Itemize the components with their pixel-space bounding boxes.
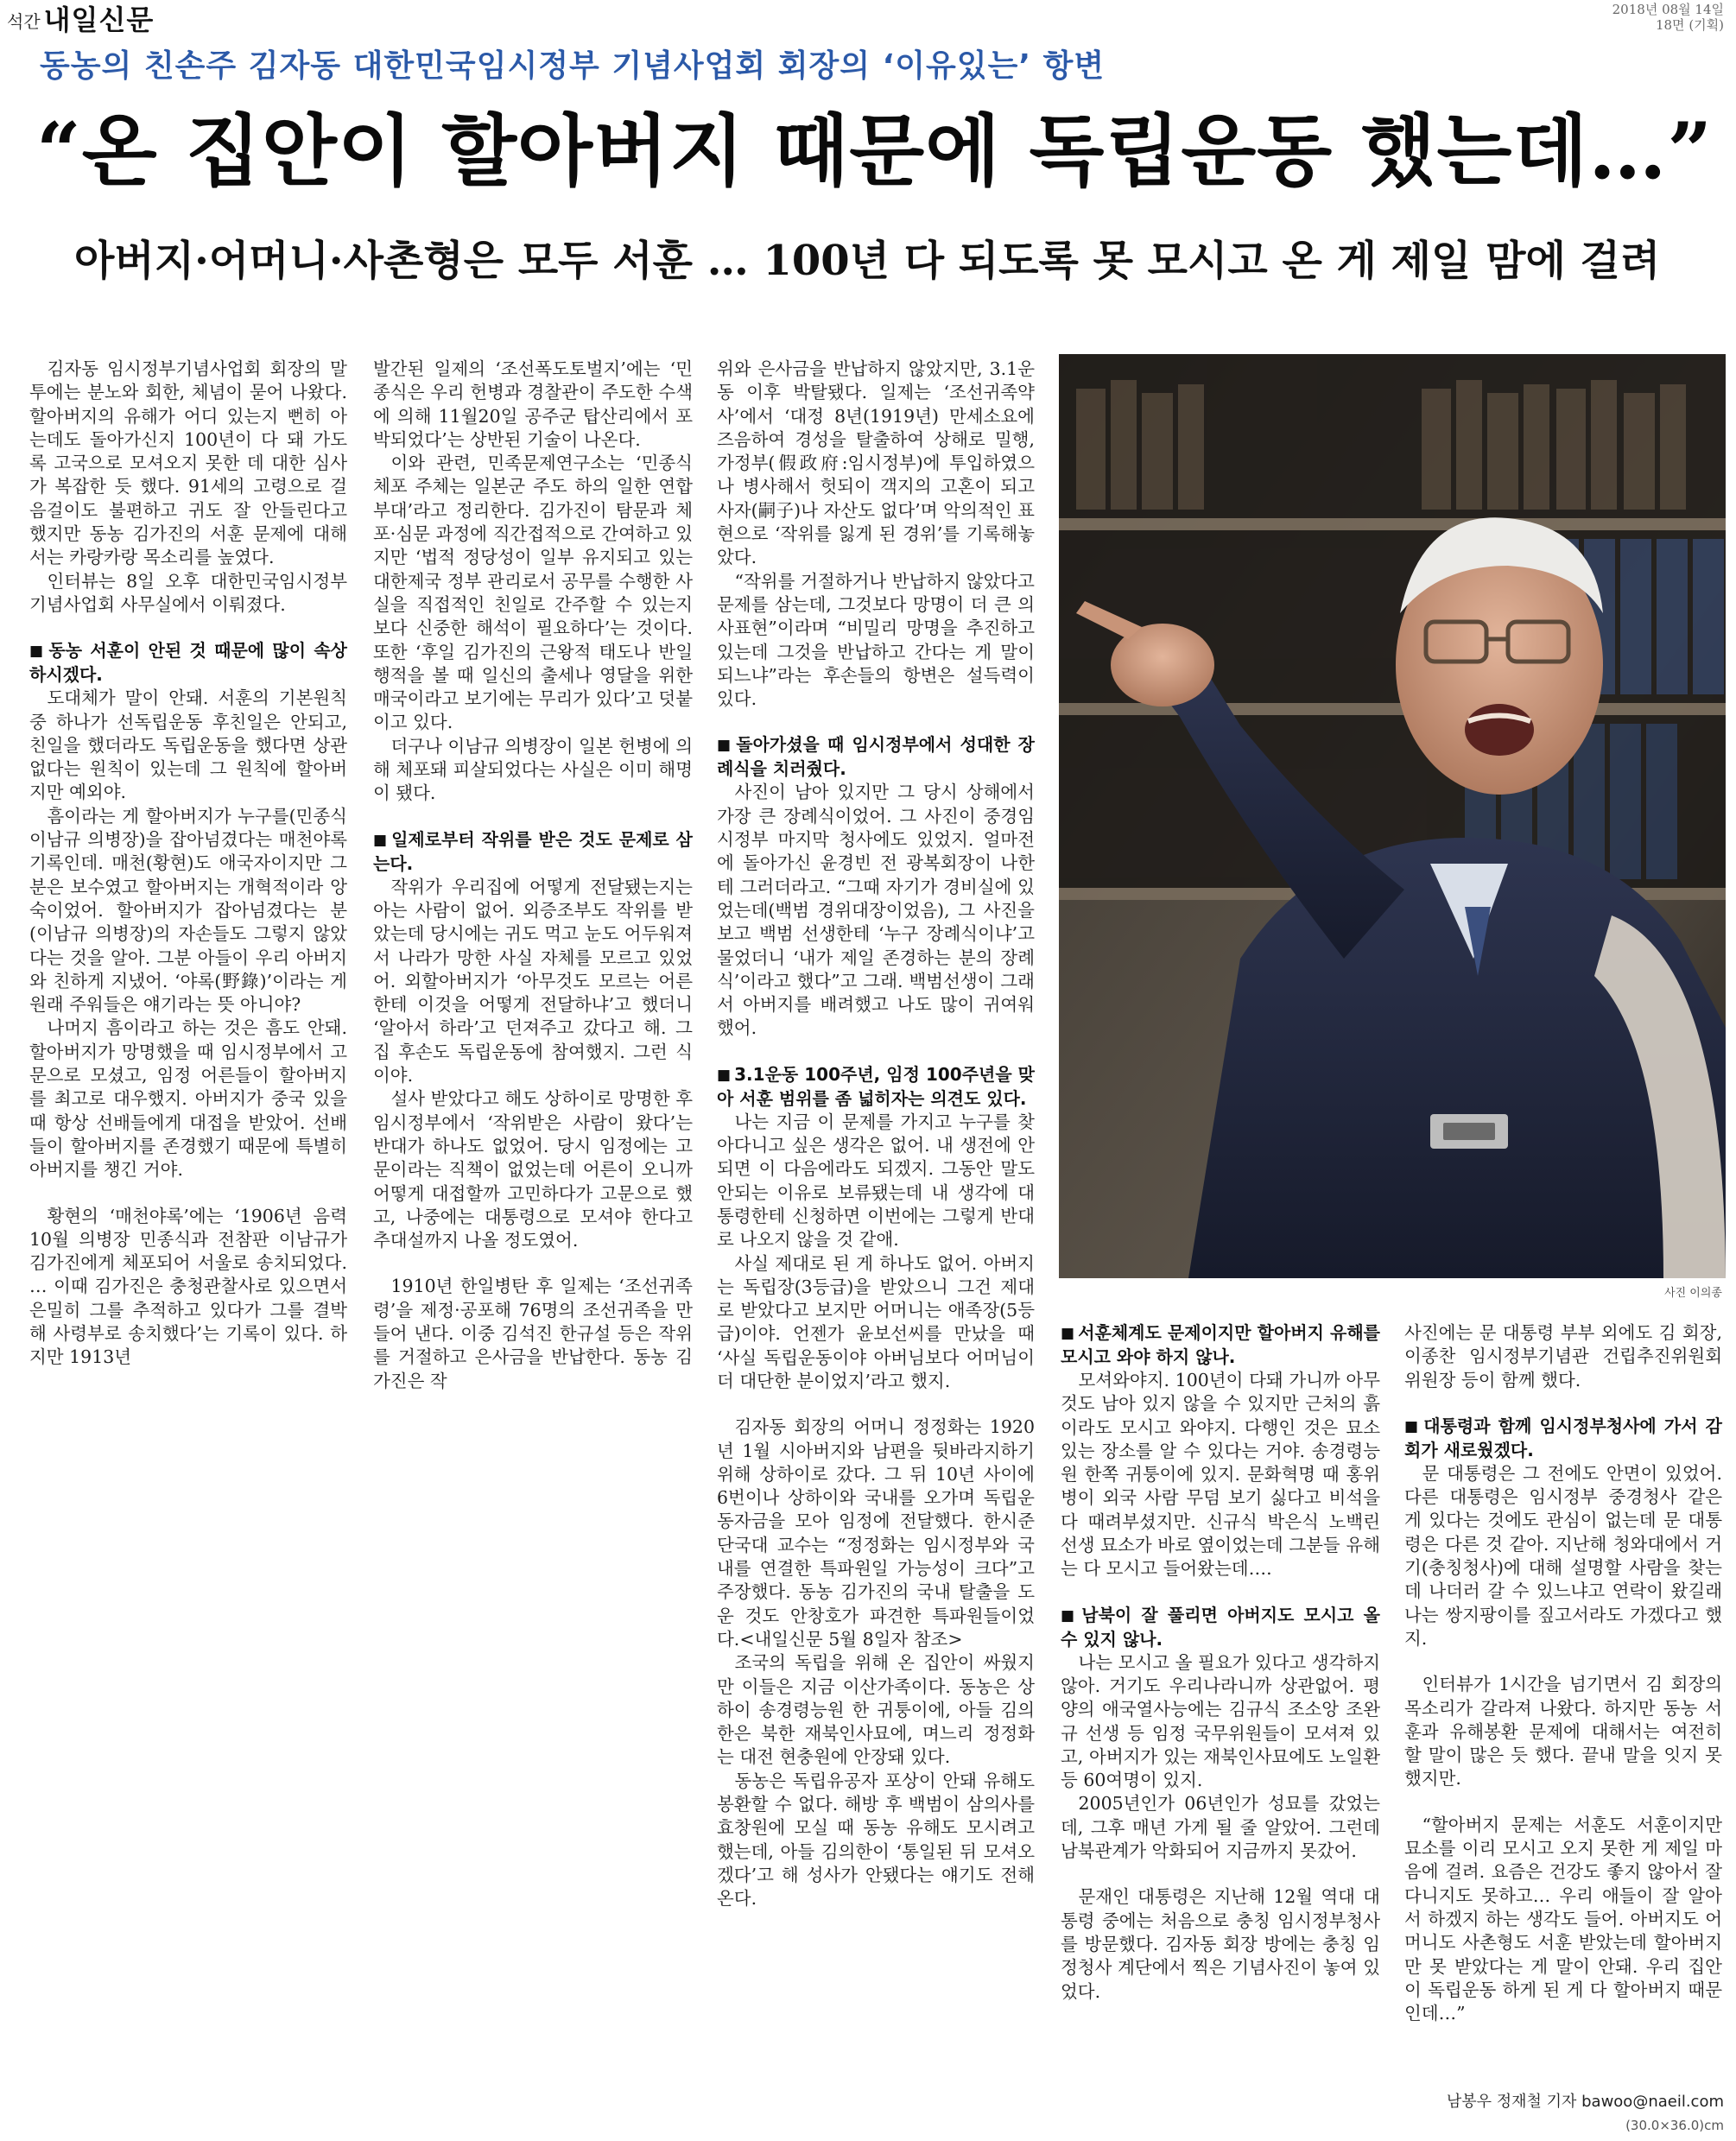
question-heading <box>1061 1321 1380 1369</box>
body-paragraph: 사실 제대로 된 게 하나도 없어. 아버지는 독립장(3등급)을 받았으니 그건 제대로 받았다고 보지만 어머니는 애족장(5등급)이야. 언젠가 윤보선씨를 만났을 때 ‘사실 독립운동이야 아버님보다 어머님이 더 대단한 분이었지’라고 했지. <box>717 1252 1035 1391</box>
page-number: 18면 (기획) <box>1655 17 1724 33</box>
question-text: 3.1운동 100주년, 임정 100주년을 맞아 서훈 범위를 좀 넓히자는 의견도 있다. <box>717 1063 1036 1109</box>
body-paragraph: 나는 모시고 올 필요가 있다고 생각하지 않아. 거기도 우리나라니까 상관없어. 평양의 애국열사능에는 김규식 조소앙 조완규 선생 등 임정 국무위원들이 모셔져 있고, 아버지가 있는 재북인사묘에도 노일환 등 60여명이 있지. <box>1061 1651 1380 1791</box>
question-text: 서훈체계도 문제이지만 할아버지 유해를 모시고 와야 하지 않나. <box>1061 1322 1380 1367</box>
question-text: 동농 서훈이 안된 것 때문에 많이 속상하시겠다. <box>29 640 348 686</box>
square-bullet-icon: ■ <box>1061 1325 1075 1342</box>
body-paragraph: 설사 받았다고 해도 상하이로 망명한 후 임시정부에서 ‘작위받은 사람이 왔다’는 반대가 하나도 없었어. 당시 임정에는 고문이라는 직책이 없었는데 어른이 오니까 어떻게 대접할까 고민하다가 고문으로 했고, 나중에는 대통령으로 모셔야 한다고 추대설까지 나올 정도였어. <box>373 1088 693 1251</box>
article-column-2 <box>373 358 693 1393</box>
body-paragraph: 더구나 이남규 의병장이 일본 헌병에 의해 체포돼 피살되었다는 사실은 이미 해명이 됐다. <box>373 735 693 804</box>
body-paragraph: 동농은 독립유공자 포상이 안돼 유해도 봉환할 수 없다. 해방 후 백범이 삼의사를 효창원에 모실 때 동농 유해도 모시려고 했는데, 아들 김의한이 ‘통일된 뒤 모셔오겠다’고 해 성사가 안됐다는 얘기도 전해온다. <box>717 1770 1035 1910</box>
question-text: 남북이 잘 풀리면 아버지도 모시고 올 수 있지 않나. <box>1061 1604 1380 1650</box>
photo-caption: 사진 이의종 <box>1664 1287 1722 1300</box>
kicker-headline: 동농의 친손주 김자동 대한민국임시정부 기념사업회 회장의 ‘이유있는’ 항변 <box>40 48 1106 84</box>
square-bullet-icon: ■ <box>717 1066 732 1084</box>
sub-headline: 아버지·어머니·사촌형은 모두 서훈 … 100년 다 되도록 못 모시고 온 게 제일 맘에 걸려 <box>74 237 1661 285</box>
body-paragraph: 발간된 일제의 ‘조선폭도토벌지’에는 ‘민종식은 우리 헌병과 경찰관이 주도한 수색에 의해 11월20일 공주군 탑산리에서 포박되었다’는 상반된 기술이 나온다. <box>373 358 693 450</box>
body-paragraph: 사진에는 문 대통령 부부 외에도 김 회장, 이종찬 임시정부기념관 건립추진위원회 위원장 등이 함께 했다. <box>1404 1322 1722 1390</box>
body-paragraph: 도대체가 말이 안돼. 서훈의 기본원칙 중 하나가 선독립운동 후친일은 안되고, 친일을 했더라도 독립운동을 했다면 상관없다는 원칙이 있는데 그 원칙에 할아버지만 예외야. <box>29 687 347 803</box>
question-heading <box>1404 1415 1722 1462</box>
size-note: (30.0×36.0)cm <box>1625 2118 1724 2133</box>
body-paragraph: 인터뷰가 1시간을 넘기면서 김 회장의 목소리가 갈라져 나왔다. 하지만 동농 서훈과 유해봉환 문제에 대해서는 여전히 할 말이 많은 듯 했다. 끝내 말을 잇지 못했지만. <box>1404 1674 1722 1789</box>
body-paragraph: 김자동 임시정부기념사업회 회장의 말투에는 분노와 회한, 체념이 묻어 나왔다. 할아버지의 유해가 어디 있는지 뻔히 아는데도 돌아가신지 100년이 다 돼 가도록 고국으로 모셔오지 못한 데 대한 심사가 복잡한 듯 했다. 91세의 고령으로 걸음걸이도 불편하고 귀도 잘 안들린다고 했지만 동농 김가진의 서훈 문제에 대해서는 카랑카랑 목소리를 높였다. <box>29 358 347 568</box>
body-paragraph: 흠이라는 게 할아버지가 누구를(민종식 이남규 의병장)을 잡아넘겼다는 매천야록 기록인데. 매천(황현)도 애국자이지만 그분은 보수였고 할아버지는 개혁적이라 앙숙이었어. 할아버지가 잡아넘겼다는 분(이남규 의병장)의 자손들도 그렇지 않았다는 것을 알아. 그분 아들이 우리 아버지와 친하게 지냈어. ‘야록(野錄)’이라는 게 원래 주워들은 얘기라는 뜻 아니야? <box>29 805 347 1016</box>
dateline <box>1612 2 1724 33</box>
body-paragraph: 모셔와야지. 100년이 다돼 가니까 아무것도 남아 있지 않을 수 있지만 근처의 흙이라도 모시고 와야지. 다행인 것은 묘소 있는 장소를 알 수 있다는 거야. 송경령능원 한쪽 귀퉁이에 있지. 문화혁명 때 홍위병이 외국 사람 무덤 보기 싫다고 비석을 다 때려부셨지만. 신규식 박은식 노백린 선생 묘소가 바로 옆이었는데 그분들 유해는 다 모시고 들어왔는데…. <box>1061 1370 1380 1580</box>
body-paragraph: 문 대통령은 그 전에도 안면이 있었어. 다른 대통령은 임시정부 중경청사 같은 게 있다는 것에도 관심이 없는데 문 대통령은 다른 것 같아. 지난해 청와대에서 거기(충칭청사)에 대해 설명할 사람을 찾는데 나더러 갈 수 있느냐고 연락이 왔길래 나는 쌍지팡이를 짚고서라도 가겠다고 했지. <box>1404 1462 1722 1649</box>
article-column-1 <box>29 358 347 1370</box>
body-paragraph: 나는 지금 이 문제를 가지고 누구를 찾아다니고 싶은 생각은 없어. 내 생전에 안되면 이 다음에라도 되겠지. 그동안 말도 안되는 이유로 보류됐는데 내 생각에 대통령한테 신청하면 이번에는 그렇게 반대로 나오지 않을 것 같애. <box>717 1111 1035 1251</box>
body-paragraph: 2005년인가 06년인가 성묘를 갔었는데, 그후 매년 가게 될 줄 알았어. 그런데 남북관계가 악화되어 지금까지 못갔어. <box>1061 1793 1380 1862</box>
square-bullet-icon: ■ <box>1061 1606 1079 1625</box>
body-paragraph: 사진이 남아 있지만 그 당시 상해에서 가장 큰 장례식이었어. 그 사진이 중경임시정부 마지막 청사에도 있었지. 얼마전에 돌아가신 윤경빈 전 광복회장이 나한테 그러더라고. “그때 자기가 경비실에 있었는데(백범 경위대장이었음), 그 사진을 보고 백범 선생한테 ‘누구 장례식이냐’고 물었더니 ‘내가 제일 존경하는 분의 장례식’이라고 했다”고 그래. 백범선생이 그래서 아버지를 배려했고 나도 많이 귀여워했어. <box>717 782 1035 1039</box>
body-paragraph: 김자동 회장의 어머니 정정화는 1920년 1월 시아버지와 남편을 뒷바라지하기 위해 상하이로 갔다. 그 뒤 10년 사이에 6번이나 상하이와 국내를 오가며 독립운동자금을 모아 임정에 전달했다. 한시준 단국대 교수는 “정정화는 임시정부와 국내를 연결한 특파원일 가능성이 크다”고 주장했다. 동농 김가진의 국내 탈출을 도운 것도 안창호가 파견한 특파원들이었다.<내일신문 5월 8일자 참조> <box>717 1416 1035 1650</box>
portrait-illustration <box>1059 354 1726 1278</box>
body-paragraph: 조국의 독립을 위해 온 집안이 싸웠지만 이들은 지금 이산가족이다. 동농은 상하이 송경령능원 한 귀퉁이에, 아들 김의한은 북한 재북인사묘에, 며느리 정정화는 대전 현충원에 안장돼 있다. <box>717 1652 1035 1768</box>
body-paragraph: “작위를 거절하거나 반납하지 않았다고 문제를 삼는데, 그것보다 망명이 더 큰 의사표현”이라며 “비밀리 망명을 추진하고 있는데 그것을 반납하고 간다는 게 말이 되느냐”라는 후손들의 항변은 설득력이 있다. <box>717 570 1035 710</box>
question-text: 대통령과 함께 임시정부청사에 가서 감회가 새로웠겠다. <box>1404 1415 1722 1460</box>
body-paragraph: 작위가 우리집에 어떻게 전달됐는지는 아는 사람이 없어. 외증조부도 작위를 받았는데 당시에는 귀도 먹고 눈도 어두워져서 나라가 망한 사실 자체를 모르고 있었어. 외할아버지가 ‘아무것도 모르는 어른한테 이것을 어떻게 전달하냐’고 했더니 ‘알아서 하라’고 던져주고 갔다고 해. 그 집 후손도 독립운동에 참여했지. 그런 식이야. <box>373 876 693 1086</box>
body-paragraph: 나머지 흠이라고 하는 것은 흠도 안돼. 할아버지가 망명했을 때 임시정부에서 고문으로 모셨고, 임정 어른들이 할아버지를 최고로 대우했지. 아버지가 중국 있을 때 항상 선배들에게 대접을 받았어. 선배들이 할아버지를 존경했기 때문에 특별히 아버지를 챙긴 거야. <box>29 1017 347 1181</box>
body-paragraph: 위와 은사금을 반납하지 않았지만, 3.1운동 이후 박탈됐다. 일제는 ‘조선귀족약사’에서 ‘대정 8년(1919년) 만세소요에 즈음하여 경성을 탈출하여 상해로 밀행, 가정부(假政府:임시정부)에 투입하였으나 병사해서 헛되이 객지의 고혼이 되고 사자(嗣子)나 자산도 없다’며 악의적인 표현으로 ‘작위를 잃게 된 경위’를 기록해놓았다. <box>717 358 1035 568</box>
body-paragraph: 문재인 대통령은 지난해 12월 역대 대통령 중에는 처음으로 충칭 임시정부청사를 방문했다. 김자동 회장 방에는 충칭 임정청사 계단에서 찍은 기념사진이 놓여 있었다. <box>1061 1886 1380 2002</box>
body-paragraph: 1910년 한일병탄 후 일제는 ‘조선귀족령’을 제정·공포해 76명의 조선귀족을 만들어 낸다. 이중 김석진 한규설 등은 작위를 거절하고 은사금을 반납한다. 동농 김가진은 작 <box>373 1276 693 1391</box>
newspaper-logo: 내일신문 <box>43 3 155 36</box>
question-text: 돌아가셨을 때 임시정부에서 성대한 장례식을 치러줬다. <box>717 734 1035 780</box>
square-bullet-icon: ■ <box>1404 1417 1421 1435</box>
question-heading <box>1061 1604 1380 1651</box>
body-paragraph: “할아버지 문제는 서훈도 서훈이지만 묘소를 이리 모시고 오지 못한 게 제일 마음에 걸려. 요즘은 건강도 좋지 않아서 잘 다니지도 못하고… 우리 애들이 잘 알아서 하겠지 하는 생각도 들어. 아버지도 어머니도 사촌형도 서훈 받았는데 할아버지만 못 받았다는 게 말이 안돼. 우리 집안이 독립운동 하게 된 게 다 할아버지 때문인데…” <box>1404 1814 1722 2024</box>
body-paragraph: 이와 관련, 민족문제연구소는 ‘민종식 체포 주체는 일본군 주도 하의 일한 연합부대’라고 정리한다. 김가진이 탐문과 체포·심문 과정에 직간접적으로 간여하고 있지만 ‘법적 정당성이 일부 유지되고 있는 대한제국 정부 관리로서 공무를 수행한 사실을 직접적인 친일로 간주할 수 있는지 보다 신중한 해석이 필요하다’는 것이다. 또한 ‘후일 김가진의 근왕적 태도나 반일 행적을 볼 때 일신의 출세나 영달을 위한 매국이라고 보기에는 무리가 있다’고 덧붙이고 있다. <box>373 453 693 733</box>
question-heading <box>717 733 1035 781</box>
question-heading <box>373 828 693 876</box>
main-headline: “온 집안이 할아버지 때문에 독립운동 했는데…” <box>36 105 1714 197</box>
question-text: 일제로부터 작위를 받은 것도 문제로 삼는다. <box>373 828 693 874</box>
masthead-prefix: 석간 <box>7 11 41 32</box>
article-column-3 <box>717 358 1035 1911</box>
question-heading <box>29 639 347 687</box>
square-bullet-icon: ■ <box>717 737 733 755</box>
issue-date: 2018년 08월 14일 <box>1612 2 1724 17</box>
question-heading <box>717 1063 1035 1111</box>
article-column-5 <box>1404 1321 1722 2025</box>
article-column-4 <box>1061 1321 1380 2004</box>
body-paragraph: 인터뷰는 8일 오후 대한민국임시정부기념사업회 사무실에서 이뤄졌다. <box>29 570 347 615</box>
byline: 남봉우 정재철 기자 bawoo@naeil.com <box>1446 2093 1724 2111</box>
interview-photo <box>1059 354 1726 1278</box>
body-paragraph: 황현의 ‘매천야록’에는 ‘1906년 음력 10월 의병장 민종식과 전참판 이남규가 김가진에게 체포되어 서울로 송치되었다. … 이때 김가진은 충청관찰사로 있으면서 은밀히 그를 추적하고 있다가 그를 결박해 사령부로 송치했다’는 기록이 있다. 하지만 1913년 <box>29 1205 347 1368</box>
square-bullet-icon: ■ <box>29 643 46 661</box>
masthead <box>7 3 154 35</box>
square-bullet-icon: ■ <box>373 831 389 849</box>
